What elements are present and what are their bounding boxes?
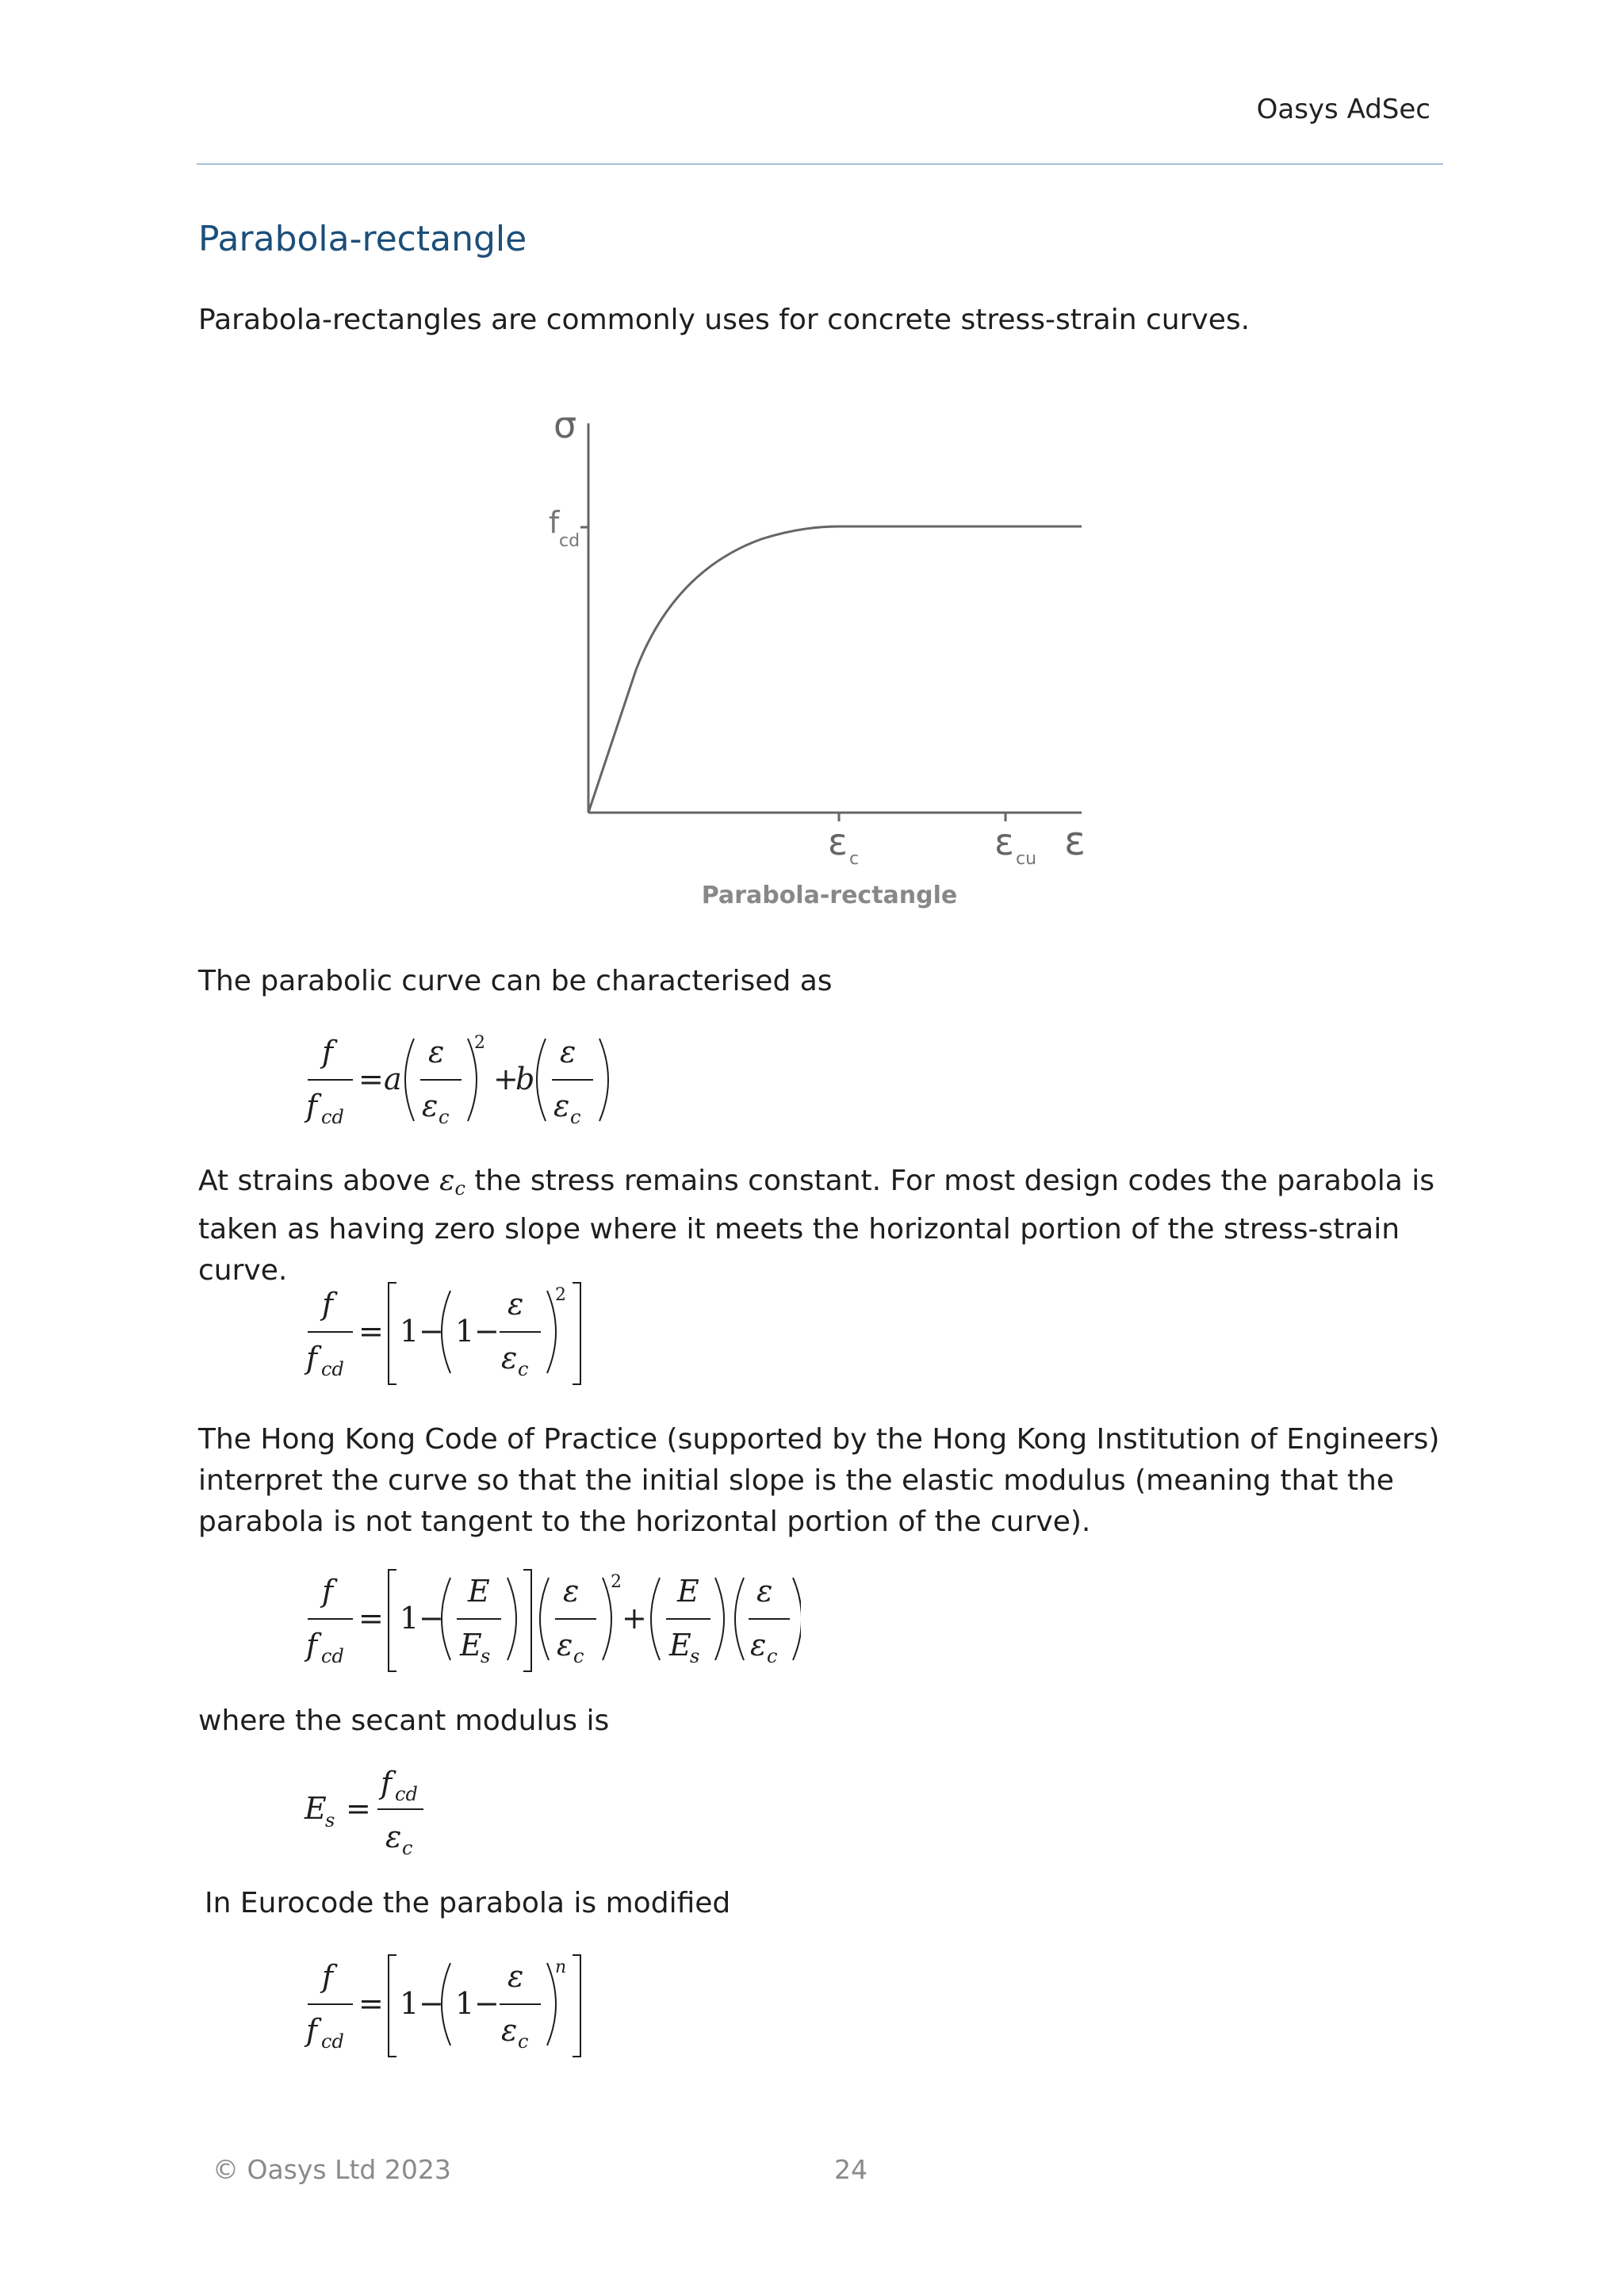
- svg-text:ε: ε: [385, 1820, 402, 1854]
- svg-text:a: a: [384, 1062, 402, 1096]
- eurocode-paragraph: In Eurocode the parabola is modified: [205, 1887, 731, 1919]
- svg-text:s: s: [481, 1645, 491, 1667]
- header-title: Oasys AdSec: [1256, 94, 1431, 125]
- svg-text:ε: ε: [428, 1035, 445, 1070]
- curve-paragraph: The parabolic curve can be characterised as: [198, 965, 833, 997]
- svg-text:ε: ε: [422, 1089, 439, 1123]
- strain-paragraph: [198, 1161, 1451, 1292]
- svg-text:1: 1: [400, 1314, 419, 1349]
- y-axis-label: σ: [553, 404, 577, 446]
- section-title: Parabola-rectangle: [198, 219, 527, 259]
- secant-paragraph: where the secant modulus is: [198, 1705, 610, 1737]
- svg-text:−: −: [474, 1986, 500, 2021]
- svg-text:ε: ε: [553, 1089, 570, 1123]
- svg-text:ε: ε: [750, 1628, 767, 1663]
- svg-text:ε: ε: [508, 1959, 524, 1994]
- svg-text:ε: ε: [501, 1341, 518, 1376]
- epsilon-c-symbol: $\varepsilon_c$: [439, 1165, 465, 1200]
- x-tick-sub-c: c: [849, 849, 860, 869]
- svg-text:f: f: [306, 1628, 318, 1663]
- svg-text:s: s: [690, 1645, 700, 1667]
- svg-text:2: 2: [611, 1572, 622, 1592]
- svg-text:ε: ε: [557, 1628, 573, 1663]
- svg-text:=: =: [358, 1986, 384, 2021]
- svg-text:1: 1: [455, 1986, 475, 2021]
- svg-text:=: =: [358, 1062, 384, 1096]
- strain-text-before: At strains above: [198, 1165, 440, 1197]
- svg-text:E: E: [669, 1628, 691, 1663]
- svg-text:c: c: [767, 1645, 778, 1667]
- svg-text:c: c: [518, 2030, 529, 2053]
- svg-text:+: +: [622, 1601, 647, 1636]
- equation-parabola: [293, 1023, 626, 1142]
- svg-text:n: n: [555, 1957, 567, 1977]
- svg-text:ε: ε: [560, 1035, 576, 1070]
- svg-text:E: E: [468, 1574, 490, 1609]
- stress-strain-curve: [588, 526, 1082, 813]
- svg-text:−: −: [419, 1601, 444, 1636]
- svg-text:2: 2: [474, 1033, 485, 1053]
- svg-text:E: E: [460, 1628, 482, 1663]
- svg-text:1: 1: [455, 1314, 475, 1349]
- svg-text:+: +: [493, 1062, 519, 1096]
- svg-text:c: c: [402, 1837, 413, 1859]
- svg-text:c: c: [570, 1106, 581, 1128]
- svg-text:f: f: [381, 1766, 393, 1800]
- strain-text-after: the stress remains constant. For most design codes the parabola is taken as having zero slope where it meets the horizontal portion of the stress-strain curve.: [198, 1165, 1434, 1287]
- footer-copyright: © Oasys Ltd 2023: [213, 2154, 451, 2185]
- svg-text:cd: cd: [321, 1645, 344, 1667]
- svg-text:c: c: [573, 1645, 584, 1667]
- svg-text:E: E: [304, 1791, 327, 1826]
- equation-eurocode: [293, 1947, 611, 2066]
- equation-hong-kong: [293, 1562, 801, 1681]
- svg-text:ε: ε: [756, 1574, 773, 1609]
- svg-text:c: c: [439, 1106, 450, 1128]
- svg-text:f: f: [306, 1089, 318, 1123]
- y-tick-sub: cd: [559, 531, 580, 551]
- svg-text:ε: ε: [501, 2013, 518, 2048]
- svg-text:cd: cd: [395, 1783, 418, 1805]
- svg-text:ε: ε: [563, 1574, 580, 1609]
- svg-text:f: f: [306, 1341, 318, 1376]
- svg-text:−: −: [474, 1314, 500, 1349]
- svg-text:1: 1: [400, 1601, 419, 1636]
- svg-text:c: c: [518, 1358, 529, 1380]
- svg-text:f: f: [306, 2013, 318, 2048]
- x-tick-sub-cu: cu: [1016, 849, 1037, 869]
- footer-page-number: 24: [834, 2154, 868, 2185]
- x-axis-label: ε: [1064, 818, 1086, 864]
- svg-text:s: s: [325, 1809, 335, 1831]
- svg-text:2: 2: [555, 1285, 566, 1305]
- svg-text:E: E: [677, 1574, 699, 1609]
- y-tick-label-fcd: f: [549, 505, 560, 540]
- svg-text:f: f: [322, 1287, 334, 1322]
- svg-text:=: =: [346, 1791, 371, 1826]
- svg-text:ε: ε: [508, 1287, 524, 1322]
- hong-kong-paragraph: The Hong Kong Code of Practice (supported by the Hong Kong Institution of Engineers) interpret the curve so that the initial slope is the elastic modulus (meaning that the parabola is not tangent to the horizontal portion of the curve).: [198, 1423, 1440, 1538]
- svg-text:b: b: [515, 1062, 535, 1096]
- svg-text:1: 1: [400, 1986, 419, 2021]
- x-tick-label-ec: ε: [828, 821, 848, 863]
- svg-text:f: f: [322, 1959, 334, 1994]
- figure-caption: Parabola-rectangle: [701, 882, 958, 909]
- svg-text:cd: cd: [321, 2030, 344, 2053]
- intro-paragraph: Parabola-rectangles are commonly uses for concrete stress-strain curves.: [198, 304, 1251, 336]
- svg-text:cd: cd: [321, 1358, 344, 1380]
- svg-text:−: −: [419, 1314, 444, 1349]
- svg-text:−: −: [419, 1986, 444, 2021]
- svg-text:=: =: [358, 1601, 384, 1636]
- svg-text:f: f: [322, 1574, 334, 1609]
- equation-zero-slope: [293, 1275, 611, 1394]
- svg-text:=: =: [358, 1314, 384, 1349]
- svg-text:cd: cd: [321, 1106, 344, 1128]
- svg-text:f: f: [322, 1035, 334, 1070]
- x-tick-label-ecu: ε: [994, 821, 1014, 863]
- equation-secant-modulus: [293, 1758, 452, 1862]
